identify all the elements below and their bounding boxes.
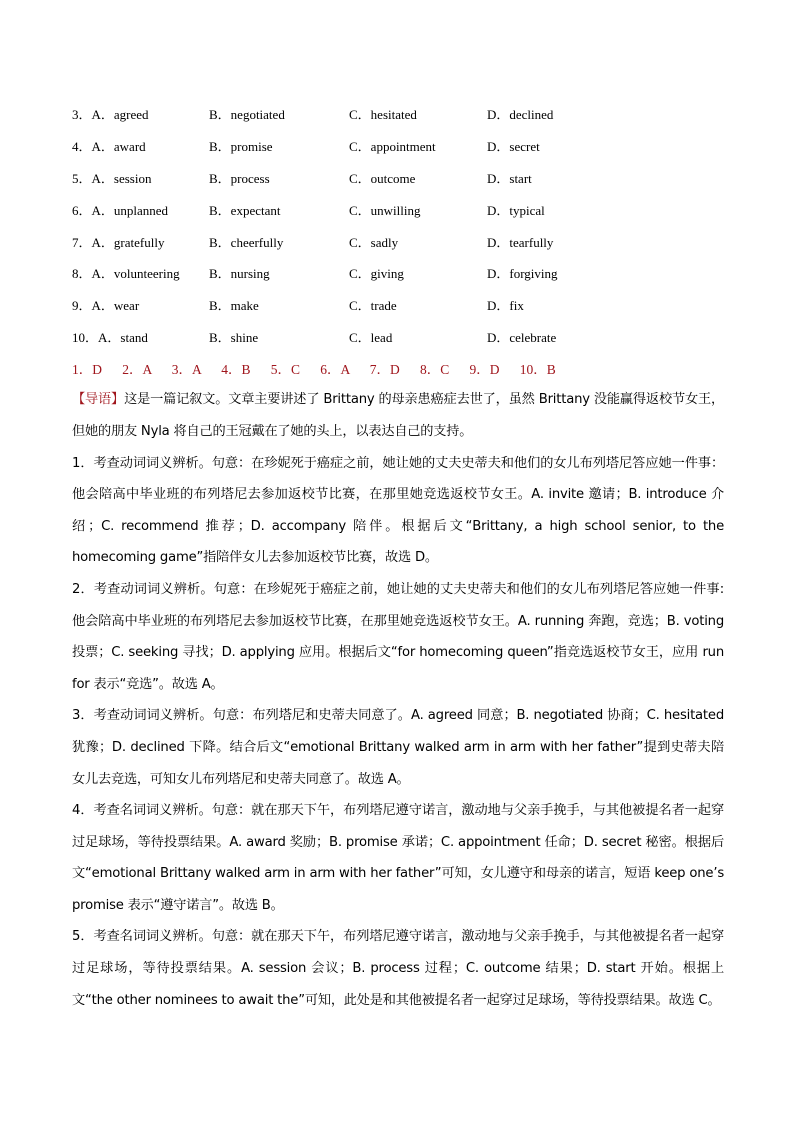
option-row-10 xyxy=(72,321,724,353)
option-a xyxy=(72,168,209,187)
option-d: D．forgiving xyxy=(487,266,558,282)
lead-paragraph xyxy=(72,384,724,447)
option-b: B．cheerfully xyxy=(209,234,284,250)
question-number: 3． xyxy=(72,107,92,123)
answer-key xyxy=(72,352,724,384)
option-c: C．sadly xyxy=(349,234,399,250)
option-a xyxy=(72,200,209,219)
question-number: 9． xyxy=(72,298,92,314)
explanation-5: 5．考查名词词义辨析。句意：就在那天下午，布列塔尼遵守诺言，激动地与父亲手挽手，与其他被提名者一起穿过足球场，等待投票结果。A. session 会议；B. process 过程；C. outcome 结果；D. start 开始。根据上文“the other nominees to await the”可知，此处是和其他被提名者一起穿过足球场，等待投票结果。故选 C。 xyxy=(72,929,724,1008)
option-row-3 xyxy=(72,98,724,130)
document-page xyxy=(72,98,724,1016)
option-c: C．appointment xyxy=(349,139,436,155)
option-c: C．lead xyxy=(349,329,393,345)
question-number: 6． xyxy=(72,202,92,218)
question-number: 10． xyxy=(72,329,99,345)
option-a-text: A．wear xyxy=(91,298,140,314)
option-a-text: A．gratefully xyxy=(91,234,165,250)
option-b: B．process xyxy=(209,170,270,186)
explanation-3: 3．考查动词词义辨析。句意：布列塔尼和史蒂夫同意了。A. agreed 同意；B. negotiated 协商；C. hesitated 犹豫；D. declined 下降。结合后文“emotional Brittany walked arm in arm with her father”提到史蒂夫陪女儿去竞选，可知女儿布列塔尼和史蒂夫同意了。故选 A。 xyxy=(72,708,724,787)
option-a-text: A．volunteering xyxy=(91,266,180,282)
option-row-9 xyxy=(72,289,724,321)
option-b: B．negotiated xyxy=(209,107,285,123)
option-a xyxy=(72,136,209,155)
option-d: D．fix xyxy=(487,298,524,314)
option-a-text: A．award xyxy=(91,139,146,155)
question-number: 4． xyxy=(72,139,92,155)
option-a xyxy=(72,104,209,123)
option-c: C．outcome xyxy=(349,170,416,186)
question-number: 8． xyxy=(72,266,92,282)
option-b: B．promise xyxy=(209,139,273,155)
option-d: D．secret xyxy=(487,139,540,155)
question-number: 5． xyxy=(72,170,92,186)
option-d: D．start xyxy=(487,170,532,186)
option-d: D．celebrate xyxy=(487,329,557,345)
option-a xyxy=(72,263,209,282)
option-a-text: A．unplanned xyxy=(91,202,169,218)
option-c: C．unwilling xyxy=(349,202,421,218)
option-a-text: A．stand xyxy=(98,329,148,345)
option-b: B．make xyxy=(209,298,259,314)
option-row-7 xyxy=(72,225,724,257)
option-c: C．giving xyxy=(349,266,404,282)
option-d: D．typical xyxy=(487,202,545,218)
option-a xyxy=(72,327,209,346)
option-a-text: A．agreed xyxy=(91,107,149,123)
option-d: D．declined xyxy=(487,107,554,123)
option-row-8 xyxy=(72,257,724,289)
option-a xyxy=(72,232,209,251)
option-a-text: A．session xyxy=(91,170,152,186)
option-a xyxy=(72,295,209,314)
lead-text: 这是一篇记叙文。文章主要讲述了 Brittany 的母亲患癌症去世了，虽然 Brittany 没能赢得返校节女王，但她的朋友 Nyla 将自己的王冠戴在了她的头上，以表达自己的支持。 xyxy=(72,392,724,439)
option-b: B．shine xyxy=(209,329,259,345)
option-b: B．nursing xyxy=(209,266,270,282)
option-row-4 xyxy=(72,130,724,162)
explanation-4: 4．考查名词词义辨析。句意：就在那天下午，布列塔尼遵守诺言，激动地与父亲手挽手，与其他被提名者一起穿过足球场，等待投票结果。A. award 奖励；B. promise 承诺；C. appointment 任命；D. secret 秘密。根据后文“emotional Brittany walked arm in arm with her father”可知，女儿遵守和母亲的诺言，短语 keep one’s promise 表示“遵守诺言”。故选 B。 xyxy=(72,803,724,913)
option-d: D．tearfully xyxy=(487,234,554,250)
answer-key-text: 1．D 2．A 3．A 4．B 5．C 6．A 7．D 8．C 9．D 10．B xyxy=(72,362,556,378)
option-row-5 xyxy=(72,162,724,194)
option-c: C．hesitated xyxy=(349,107,417,123)
option-row-6 xyxy=(72,193,724,225)
lead-tag: 【导语】 xyxy=(72,392,125,408)
explanation-1: 1．考查动词词义辨析。句意：在珍妮死于癌症之前，她让她的丈夫史蒂夫和他们的女儿布列塔尼答应她一件事：他会陪高中毕业班的布列塔尼去参加返校节比赛，在那里她竞选返校节女王。A. invite 邀请；B. introduce 介绍；C. recommend 推荐；D. accompany 陪伴。根据后文“Brittany, a high school senior, to the homecoming game”指陪伴女儿去参加返校节比赛，故选 D。 xyxy=(72,455,724,566)
options-list xyxy=(72,98,724,352)
question-number: 7． xyxy=(72,234,92,250)
option-b: B．expectant xyxy=(209,202,281,218)
explanation-2: 2．考查动词词义辨析。句意：在珍妮死于癌症之前，她让她的丈夫史蒂夫和他们的女儿布列塔尼答应她一件事: 他会陪高中毕业班的布列塔尼去参加返校节比赛，在那里她竞选返校节女王。A. running 奔跑，竞选；B. voting 投票；C. seeking 寻找；D. applying 应用。根据后文“for homecoming queen”指竞选返校节女王，应用 run for 表示“竞选”。故选 A。 xyxy=(72,581,724,692)
option-c: C．trade xyxy=(349,298,397,314)
